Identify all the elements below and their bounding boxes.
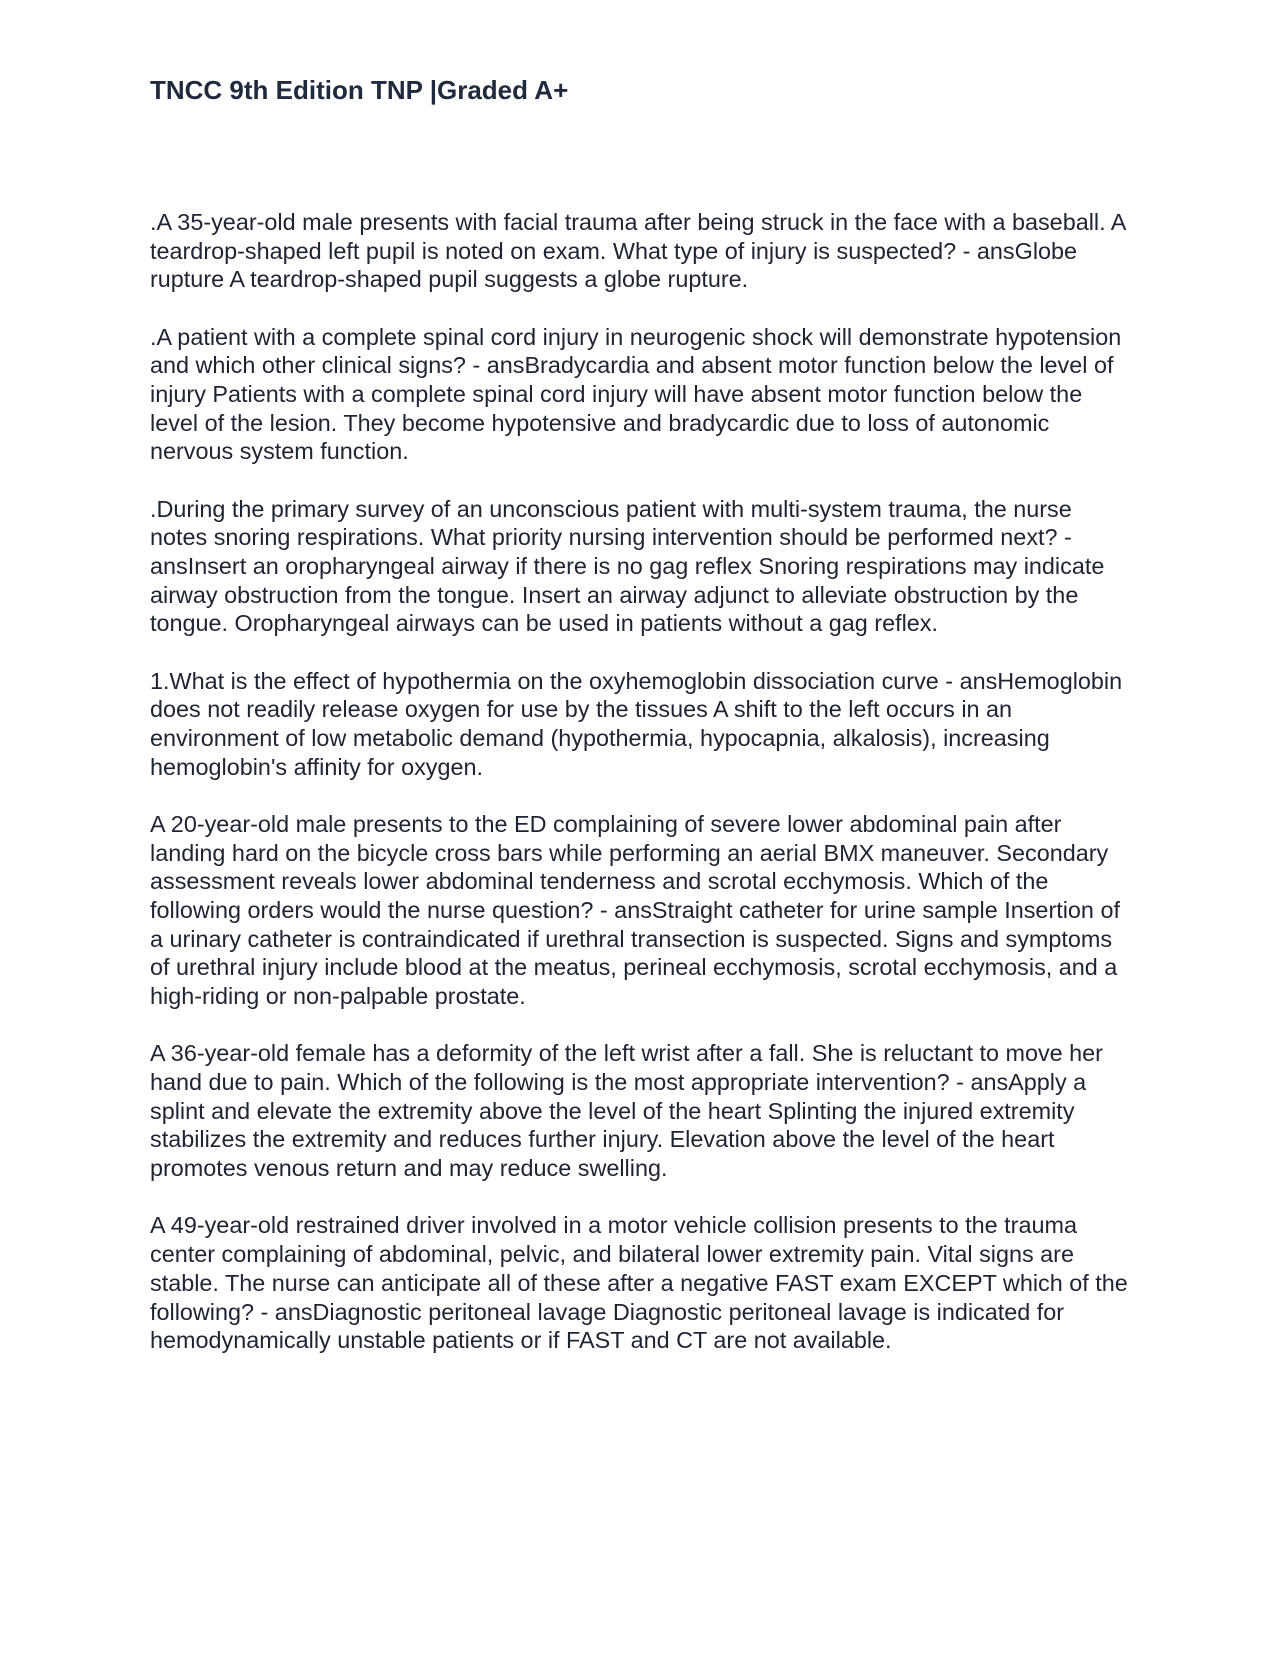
question-paragraph: 1.What is the effect of hypothermia on the oxyhemoglobin dissociation curve - ansHemoglobin does not readily release oxygen for use by the tissues A shift to the left occurs in an environment of low metabolic demand (hypothermia, hypocapnia, alkalosis), increasing hemoglobin's affinity for oxygen. [150,667,1123,780]
question-paragraph: A 20-year-old male presents to the ED complaining of severe lower abdominal pain after landing hard on the bicycle cross bars while performing an aerial BMX maneuver. Secondary assessment reveals lower abdominal tenderness and scrotal ecchymosis. Which of the following orders would the nurse question? - ansStraight catheter for urine sample Insertion of a urinary catheter is contraindicated if urethral transection is suspected. Signs and symptoms of urethral injury include blood at the meatus, perineal ecchymosis, scrotal ecchymosis, and a high-riding or non-palpable prostate. [150,810,1120,1010]
question-paragraph: .A patient with a complete spinal cord injury in neurogenic shock will demonstrate hypotension and which other clinical signs? - ansBradycardia and absent motor function below the level of injury Patients with a complete spinal cord injury will have absent motor function below the level of the lesion. They become hypotensive and bradycardic due to loss of autonomic nervous system function. [150,323,1122,465]
document-title: TNCC 9th Edition TNP |Graded A+ [150,75,569,105]
question-paragraph: A 49-year-old restrained driver involved in a motor vehicle collision presents to the trauma center complaining of abdominal, pelvic, and bilateral lower extremity pain. Vital signs are stable. The nurse can anticipate all of these after a negative FAST exam EXCEPT which of the following? - ansDiagnostic peritoneal lavage Diagnostic peritoneal lavage is indicated for hemodynamically unstable patients or if FAST and CT are not available. [150,1212,1128,1354]
question-paragraph: .A 35-year-old male presents with facial trauma after being struck in the face with a baseball. A teardrop-shaped left pupil is noted on exam. What type of injury is suspected? - ansGlobe rupture A teardrop-shaped pupil suggests a globe rupture. [150,209,1126,293]
document-body [150,208,1135,1383]
question-paragraph: .During the primary survey of an unconscious patient with multi-system trauma, the nurse notes snoring respirations. What priority nursing intervention should be performed next? - ansInsert an oropharyngeal airway if there is no gag reflex Snoring respirations may indicate airway obstruction from the tongue. Insert an airway adjunct to alleviate obstruction by the tongue. Oropharyngeal airways can be used in patients without a gag reflex. [150,495,1105,637]
question-paragraph: A 36-year-old female has a deformity of the left wrist after a fall. She is reluctant to move her hand due to pain. Which of the following is the most appropriate intervention? - ansApply a splint and elevate the extremity above the level of the heart Splinting the injured extremity stabilizes the extremity and reduces further injury. Elevation above the level of the heart promotes venous return and may reduce swelling. [150,1040,1103,1182]
